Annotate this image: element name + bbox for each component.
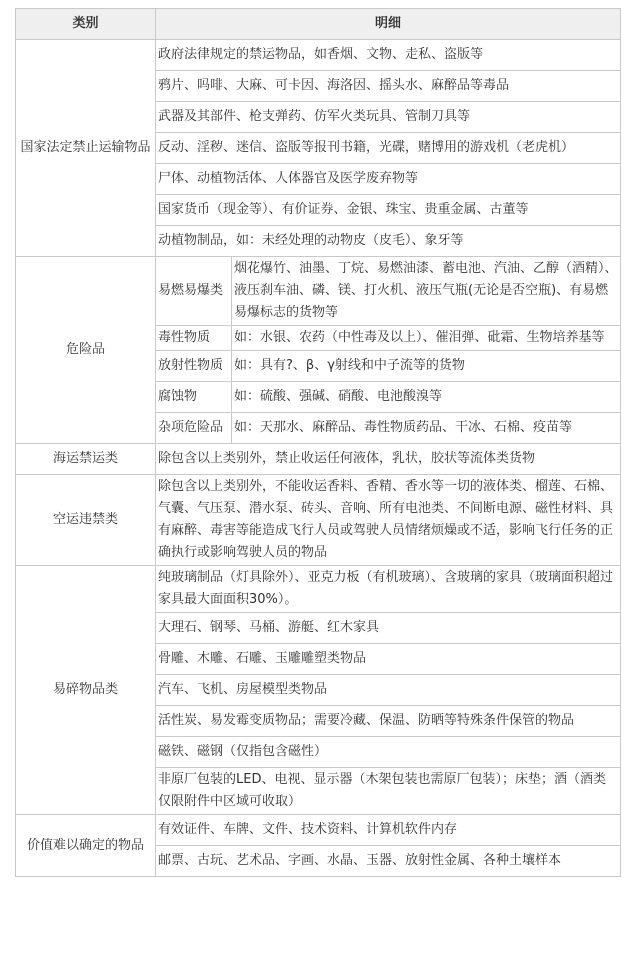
detail-cell: 烟花爆竹、油墨、丁烷、易燃油漆、蓄电池、汽油、乙醇（酒精）、液压刹车油、磷、镁、打火机、液压气瓶(无论是否空瓶)、有易燃易爆标志的货物等 <box>232 257 621 326</box>
subcategory-cell: 毒性物质 <box>156 326 232 351</box>
prohibited-items-table <box>15 8 621 877</box>
detail-cell: 如：水银、农药（中性毒及以上）、催泪弹、砒霜、生物培养基等 <box>232 326 621 351</box>
header-detail: 明细 <box>156 9 621 40</box>
category-national: 国家法定禁止运输物品 <box>16 40 156 257</box>
category-dangerous: 危险品 <box>16 257 156 444</box>
detail-cell: 如：天那水、麻醉品、毒性物质药品、干冰、石棉、疫苗等 <box>232 413 621 444</box>
detail-cell: 大理石、钢琴、马桶、游艇、红木家具 <box>156 613 621 644</box>
detail-cell: 如：具有?、β、γ射线和中子流等的货物 <box>232 351 621 382</box>
detail-cell: 活性炭、易发霉变质物品；需要冷藏、保温、防晒等特殊条件保管的物品 <box>156 706 621 737</box>
detail-cell: 反动、淫秽、迷信、盗版等报刊书籍，光碟，赌博用的游戏机（老虎机） <box>156 133 621 164</box>
table-row <box>16 475 621 566</box>
header-category: 类别 <box>16 9 156 40</box>
category-valuables: 价值难以确定的物品 <box>16 815 156 877</box>
category-sea: 海运禁运类 <box>16 444 156 475</box>
detail-cell: 纯玻璃制品（灯具除外）、亚克力板（有机玻璃）、含玻璃的家具（玻璃面积超过家具最大面面积30%）。 <box>156 566 621 613</box>
table-row <box>16 40 621 71</box>
detail-cell: 除包含以上类别外，不能收运香料、香精、香水等一切的液体类、榴莲、石棉、气囊、气压泵、潜水泵、砖头、音响、所有电池类、不间断电源、磁性材料、具有麻醉、毒害等能造成飞行人员或驾驶人员情绪烦燥或不适，影响飞行任务的正确执行或影响驾驶人员的物品 <box>156 475 621 566</box>
table-row <box>16 257 621 326</box>
detail-cell: 有效证件、车牌、文件、技术资料、计算机软件内存 <box>156 815 621 846</box>
subcategory-cell: 腐蚀物 <box>156 382 232 413</box>
detail-cell: 汽车、飞机、房屋模型类物品 <box>156 675 621 706</box>
detail-cell: 武器及其部件、枪支弹药、仿军火类玩具、管制刀具等 <box>156 102 621 133</box>
table-row <box>16 444 621 475</box>
detail-cell: 鸦片、吗啡、大麻、可卡因、海洛因、摇头水、麻醉品等毒品 <box>156 71 621 102</box>
detail-cell: 磁铁、磁钢（仅指包含磁性） <box>156 737 621 768</box>
detail-cell: 政府法律规定的禁运物品，如香烟、文物、走私、盗版等 <box>156 40 621 71</box>
detail-cell: 骨雕、木雕、石雕、玉雕雕塑类物品 <box>156 644 621 675</box>
detail-cell: 如：硫酸、强碱、硝酸、电池酸溴等 <box>232 382 621 413</box>
table-row <box>16 566 621 613</box>
category-fragile: 易碎物品类 <box>16 566 156 815</box>
detail-cell: 除包含以上类别外，禁止收运任何液体，乳状，胶状等流体类货物 <box>156 444 621 475</box>
detail-cell: 邮票、古玩、艺术品、字画、水晶、玉器、放射性金属、各种土壤样本 <box>156 846 621 877</box>
subcategory-cell: 放射性物质 <box>156 351 232 382</box>
subcategory-cell: 杂项危险品 <box>156 413 232 444</box>
detail-cell: 非原厂包装的LED、电视、显示器（木架包装也需原厂包装）；床垫；酒（酒类仅限附件中区域可收取） <box>156 768 621 815</box>
detail-cell: 国家货币（现金等）、有价证券、金银、珠宝、贵重金属、古董等 <box>156 195 621 226</box>
table-header-row <box>16 9 621 40</box>
detail-cell: 尸体、动植物活体、人体器官及医学废弃物等 <box>156 164 621 195</box>
category-air: 空运违禁类 <box>16 475 156 566</box>
table-row <box>16 815 621 846</box>
detail-cell: 动植物制品，如：未经处理的动物皮（皮毛）、象牙等 <box>156 226 621 257</box>
subcategory-cell: 易燃易爆类 <box>156 257 232 326</box>
